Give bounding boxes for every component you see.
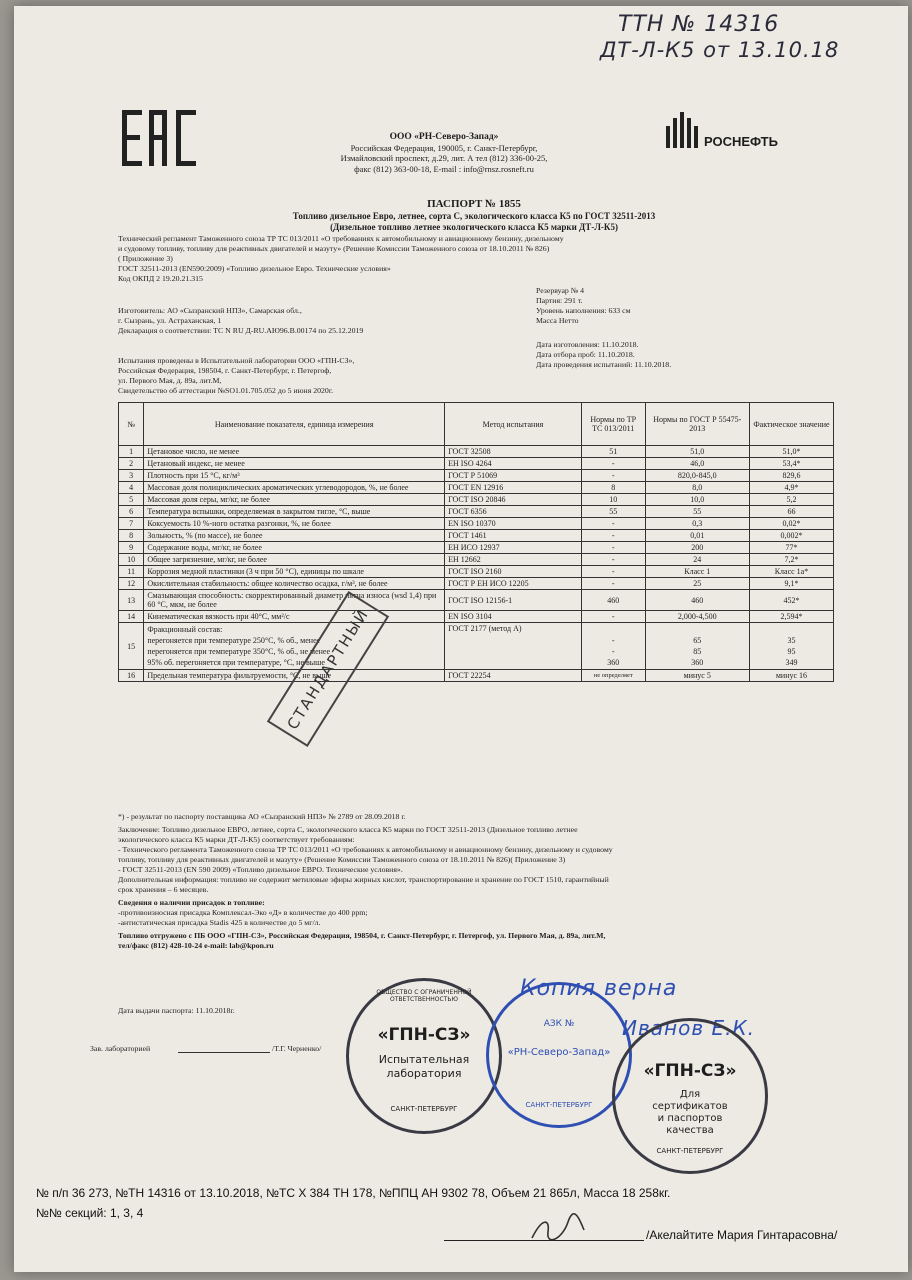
additive-1: -противоизносная присадка Комплексал-Эко «Д» в количестве до 400 ppm; bbox=[118, 908, 368, 917]
table-row bbox=[119, 506, 834, 518]
lab-stamp bbox=[346, 978, 502, 1134]
maker-block bbox=[118, 306, 518, 336]
company-stamp-title: «РН-Северо-Запад» bbox=[507, 1047, 611, 1058]
handwritten-ttn: ТТН № 14316 bbox=[618, 12, 780, 37]
lab-stamp-sub-1: Испытательная bbox=[378, 1053, 470, 1066]
subtitle-line-2: (Дизельное топливо летнее экологического класса К5 марки ДТ-Л-К5) bbox=[330, 222, 618, 232]
cell-method: ГОСТ Р 51069 bbox=[445, 470, 582, 482]
company-name: ООО «РН-Северо-Запад» bbox=[389, 132, 499, 142]
cell-method: ГОСТ 22254 bbox=[445, 670, 582, 682]
cell-value: - bbox=[611, 636, 615, 645]
cell-value: 65 bbox=[693, 636, 702, 645]
maker-line-1: Изготовитель: АО «Сызранский НПЗ», Самарская обл., bbox=[118, 306, 302, 315]
cell-gost: 2,000-4,500 bbox=[645, 611, 749, 623]
table-row-15 bbox=[119, 623, 834, 670]
col-tr: Нормы по ТР ТС 013/2011 bbox=[581, 403, 645, 446]
cell-method: ГОСТ EN 12916 bbox=[445, 482, 582, 494]
cell-method: EН ISO 4264 bbox=[445, 458, 582, 470]
lab-head-label: Зав. лабораторией bbox=[90, 1044, 151, 1053]
cell-name: Зольность, % (по массе), не более bbox=[144, 530, 445, 542]
standard-stamp-text: СТАНДАРТНЫЙ bbox=[283, 605, 373, 733]
cell-name: Массовая доля полициклических ароматических углеводородов, %, не более bbox=[144, 482, 445, 494]
reg-line-5: Код ОКПД 2 19.20.21.315 bbox=[118, 274, 203, 283]
eac-logo-icon bbox=[120, 106, 200, 170]
cell-num: 6 bbox=[119, 506, 144, 518]
cell-tr: - bbox=[581, 470, 645, 482]
dates-block bbox=[536, 340, 836, 370]
cell-fact: Класс 1а* bbox=[749, 566, 833, 578]
table-row bbox=[119, 494, 834, 506]
footer-signer: /Акелайтите Мария Гинтарасовна/ bbox=[646, 1228, 838, 1242]
company-address-2: Измайловский проспект, д.29, лит. А тел (812) 336-00-25, bbox=[340, 153, 548, 163]
cell-name: Массовая доля серы, мг/кг, не более bbox=[144, 494, 445, 506]
table-body bbox=[119, 446, 834, 682]
table-row bbox=[119, 590, 834, 611]
cell-gost: 55 bbox=[645, 506, 749, 518]
cell-value: 95 bbox=[787, 647, 796, 656]
table-row bbox=[119, 518, 834, 530]
cell-fact: 9,1* bbox=[749, 578, 833, 590]
certificate-stamp-sub-1: Для bbox=[679, 1089, 701, 1100]
cell-tr: не определяет bbox=[581, 670, 645, 682]
additive-title: Сведения о наличии присадок в топливе: bbox=[118, 898, 265, 907]
reg-line-2: и судовому топливу, топливу для реактивных двигателей и мазуту» (Решение Комиссии Таможенного союза от 18.10.2011 № 826) bbox=[118, 244, 550, 253]
cell-value: 35 bbox=[787, 636, 796, 645]
footer-sections-line: №№ секций: 1, 3, 4 bbox=[36, 1206, 144, 1220]
conclusion-3: - Технического регламента Таможенного союза ТР ТС 013/2011 «О требованиях к автомобильному и авиационному бензину, дизельному и судовому bbox=[118, 845, 613, 854]
tank-block bbox=[536, 286, 836, 326]
cell-num: 9 bbox=[119, 542, 144, 554]
cell-gost: 200 bbox=[645, 542, 749, 554]
cell-tr: - bbox=[581, 566, 645, 578]
cell-num: 13 bbox=[119, 590, 144, 611]
company-stamp bbox=[486, 982, 632, 1128]
cell-method: EN ISO 10370 bbox=[445, 518, 582, 530]
col-fact: Фактическое значение bbox=[749, 403, 833, 446]
cell-tr: 55 bbox=[581, 506, 645, 518]
cell-method: ГОСТ 2177 (метод А) bbox=[445, 623, 582, 670]
cell-fact: 0,002* bbox=[749, 530, 833, 542]
cell-name: Коррозия медной пластинки (3 ч при 50 °С), единицы по шкале bbox=[144, 566, 445, 578]
cell-num: 1 bbox=[119, 446, 144, 458]
cell-value: 360 bbox=[607, 658, 620, 667]
cell-gost: 8,0 bbox=[645, 482, 749, 494]
cell-name: Коксуемость 10 %-ного остатка разгонки, %, не более bbox=[144, 518, 445, 530]
handwritten-fuel: ДТ-Л-К5 от 13.10.18 bbox=[600, 38, 840, 62]
lab-stamp-sub-2: лаборатория bbox=[386, 1067, 462, 1080]
cell-tr: - bbox=[581, 554, 645, 566]
certificate-stamp-sub-4: качества bbox=[666, 1125, 714, 1136]
cell-value: 349 bbox=[785, 658, 798, 667]
handwritten-copy-note: Копия верна bbox=[520, 976, 678, 1001]
lab-line-4: Свидетельство об аттестации №SO1.01.705.052 до 5 июня 2020г. bbox=[118, 386, 334, 395]
cell-tr: 51 bbox=[581, 446, 645, 458]
table-row bbox=[119, 554, 834, 566]
cell-value: 360 bbox=[691, 658, 704, 667]
table-row bbox=[119, 566, 834, 578]
company-address-1: Российская Федерация, 190005, г. Санкт-Петербург, bbox=[350, 142, 538, 153]
cell-name: Цетановое число, не менее bbox=[144, 446, 445, 458]
company-stamp-sub: АЗК № bbox=[543, 1019, 575, 1029]
cell-num: 4 bbox=[119, 482, 144, 494]
cell-num: 14 bbox=[119, 611, 144, 623]
passport-sheet bbox=[14, 6, 908, 1272]
cell-name: Содержание воды, мг/кг, не более bbox=[144, 542, 445, 554]
cell-tr: 10 bbox=[581, 494, 645, 506]
table-row bbox=[119, 446, 834, 458]
cell-method: ЕН ИСО 12937 bbox=[445, 542, 582, 554]
company-address-3: факс (812) 363-00-18, E-mail : info@rnsz.rosneft.ru bbox=[354, 163, 534, 174]
cell-tr: - bbox=[581, 530, 645, 542]
cell-name-line: перегоняется при температуре 250°С, % об., менее bbox=[147, 636, 321, 645]
cell-num: 5 bbox=[119, 494, 144, 506]
conclusion-5: - ГОСТ 32511-2013 (EN 590 2009) «Топливо дизельное ЕВРО. Технические условия». bbox=[118, 865, 403, 874]
cell-method: ГОСТ 6356 bbox=[445, 506, 582, 518]
table-row bbox=[119, 458, 834, 470]
cell-gost: 0,01 bbox=[645, 530, 749, 542]
maker-line-2: г. Сызрань, ул. Астраханская, 1 bbox=[118, 316, 222, 325]
cell-fact: 5,2 bbox=[749, 494, 833, 506]
cell-tr: - bbox=[581, 458, 645, 470]
cell-method: ГОСТ Р ЕН ИСО 12205 bbox=[445, 578, 582, 590]
cell-fact: 51,0* bbox=[749, 446, 833, 458]
cell-tr: - bbox=[581, 611, 645, 623]
cell-num: 15 bbox=[119, 623, 144, 670]
cell-gost: 25 bbox=[645, 578, 749, 590]
cell-gost: 460 bbox=[645, 590, 749, 611]
cell-name bbox=[144, 623, 445, 670]
cell-method: EN ISO 3104 bbox=[445, 611, 582, 623]
cell-name: Смазывающая способность: скорректированный диаметр пятна износа (wsd 1,4) при 60 °С, мкм, не более bbox=[144, 590, 445, 611]
cell-num: 16 bbox=[119, 670, 144, 682]
certificate-stamp-sub-2: сертификатов bbox=[652, 1101, 728, 1112]
cell-gost: 46,0 bbox=[645, 458, 749, 470]
specification-table bbox=[118, 402, 834, 682]
lab-stamp-ring: ОБЩЕСТВО С ОГРАНИЧЕННОЙ ОТВЕТСТВЕННОСТЬЮ bbox=[376, 989, 472, 1003]
cell-method: ГОСТ ISO 12156-1 bbox=[445, 590, 582, 611]
cell-tr: - bbox=[581, 518, 645, 530]
reg-line-1: Технический регламент Таможенного союза ТР ТС 013/2011 «О требованиях к автомобильному и авиационному бензину, дизельному bbox=[118, 234, 564, 243]
cell-gost: 51,0 bbox=[645, 446, 749, 458]
cell-fact: 77* bbox=[749, 542, 833, 554]
cell-fact bbox=[749, 623, 833, 670]
certificate-stamp-sub-3: и паспортов bbox=[657, 1113, 723, 1124]
date-made: Дата изготовления: 11.10.2018. bbox=[536, 340, 639, 349]
cell-num: 2 bbox=[119, 458, 144, 470]
conclusion-2: экологического класса К5 марки ДТ-Л-К5) соответствует требованиям: bbox=[118, 835, 355, 844]
cell-tr bbox=[581, 623, 645, 670]
regulation-block bbox=[118, 234, 858, 284]
cell-tr: 460 bbox=[581, 590, 645, 611]
tank-line-1: Резервуар № 4 bbox=[536, 286, 585, 295]
lab-line-1: Испытания проведены в Испытательной лаборатории ООО «ГПН-СЗ», bbox=[118, 356, 355, 365]
cell-gost: 0,3 bbox=[645, 518, 749, 530]
table-row bbox=[119, 611, 834, 623]
cell-name: Цетановый индекс, не менее bbox=[144, 458, 445, 470]
footer-shipment-line: № п/п 36 273, №ТН 14316 от 13.10.2018, №ТС Х 384 ТН 178, №ППЦ АН 9302 78, Объем 21 865л, Масса 18 258кг. bbox=[36, 1186, 671, 1200]
col-method: Метод испытания bbox=[445, 403, 582, 446]
cell-fact: 7,2* bbox=[749, 554, 833, 566]
date-test: Дата проведения испытаний: 11.10.2018. bbox=[536, 360, 672, 369]
cell-num: 3 bbox=[119, 470, 144, 482]
handwritten-name: Иванов Е.К. bbox=[622, 1016, 756, 1040]
note-star: *) - результат по паспорту поставщика АО «Сызранский НПЗ» № 2789 от 28.09.2018 г. bbox=[118, 812, 406, 821]
cell-fact: 53,4* bbox=[749, 458, 833, 470]
date-sample: Дата отбора проб: 11.10.2018. bbox=[536, 350, 635, 359]
col-num: № bbox=[119, 403, 144, 446]
company-stamp-city: САНКТ-ПЕТЕРБУРГ bbox=[525, 1101, 593, 1109]
cell-method: ГОСТ ISO 2160 bbox=[445, 566, 582, 578]
table-row bbox=[119, 530, 834, 542]
cell-tr: - bbox=[581, 578, 645, 590]
table-row bbox=[119, 482, 834, 494]
lab-stamp-title: «ГПН-СЗ» bbox=[377, 1025, 471, 1045]
cell-gost bbox=[645, 623, 749, 670]
cell-method: ЕН 12662 bbox=[445, 554, 582, 566]
lab-line-2: Российская Федерация, 198504, г. Санкт-Петербург, г. Петергоф, bbox=[118, 366, 332, 375]
cell-value: - bbox=[611, 647, 615, 656]
cell-num: 12 bbox=[119, 578, 144, 590]
lab-line-3: ул. Первого Мая, д. 89а, лит.М, bbox=[118, 376, 222, 385]
cell-name-line: Фракционный состав: bbox=[147, 625, 223, 634]
tank-line-2: Партия: 291 т. bbox=[536, 296, 583, 305]
notes-block bbox=[118, 812, 908, 951]
passport-subtitle bbox=[124, 211, 824, 233]
shipped-1: Топливо отгружено с ПБ ООО «ГПН-СЗ», Российская Федерация, 198504, г. Санкт-Петербург, г. Петергоф, ул. Первого Мая, д. 89а, лит.М, bbox=[118, 931, 606, 940]
certificate-stamp-title: «ГПН-СЗ» bbox=[643, 1061, 737, 1081]
col-gost: Нормы по ГОСТ Р 55475-2013 bbox=[645, 403, 749, 446]
issue-date: Дата выдачи паспорта: 11.10.2018г. bbox=[118, 1006, 235, 1015]
cell-method: ГОСТ 1461 bbox=[445, 530, 582, 542]
maker-line-3: Декларация о соответствии: ТС N RU Д-RU.АЮ96.В.00174 по 25.12.2019 bbox=[118, 326, 364, 335]
cell-fact: 0,02* bbox=[749, 518, 833, 530]
rosneft-brand: РОСНЕФТЬ bbox=[704, 134, 778, 149]
table-row bbox=[119, 578, 834, 590]
cell-value: 85 bbox=[693, 647, 702, 656]
certificate-stamp-city: САНКТ-ПЕТЕРБУРГ bbox=[656, 1147, 724, 1155]
cell-name: Окислительная стабильность: общее количество осадка, г/м³, не более bbox=[144, 578, 445, 590]
cell-tr: - bbox=[581, 542, 645, 554]
passport-title: ПАСПОРТ № 1855 bbox=[427, 198, 521, 210]
cell-name: Предельная температура фильтруемости, °С, не выше bbox=[144, 670, 445, 682]
lab-stamp-city: САНКТ-ПЕТЕРБУРГ bbox=[390, 1105, 458, 1113]
conclusion-1: Заключение: Топливо дизельное ЕВРО, летнее, сорта С, экологического класса К5 марки по ГОСТ 32511-2013 (Дизельное топливо летнее bbox=[118, 825, 578, 834]
table-row bbox=[119, 470, 834, 482]
certificate-stamp bbox=[612, 1018, 768, 1174]
cell-name: Температура вспышки, определяемая в закрытом тигле, °С, выше bbox=[144, 506, 445, 518]
table-row bbox=[119, 542, 834, 554]
cell-method: ГОСТ 32508 bbox=[445, 446, 582, 458]
cell-tr: 8 bbox=[581, 482, 645, 494]
additive-2: -антистатическая присадка Stadis 425 в количестве до 5 мг/л. bbox=[118, 918, 321, 927]
subtitle-line-1: Топливо дизельное Евро, летнее, сорта С, экологического класса К5 по ГОСТ 32511-2013 bbox=[292, 211, 656, 221]
company-block bbox=[214, 132, 674, 174]
cell-gost: 10,0 bbox=[645, 494, 749, 506]
cell-fact: 2,594* bbox=[749, 611, 833, 623]
lab-head-signature-line bbox=[178, 1052, 270, 1053]
cell-name: Общее загрязнение, мг/кг, не более bbox=[144, 554, 445, 566]
tank-line-3: Уровень наполнения: 633 см bbox=[536, 306, 631, 315]
cell-fact: 66 bbox=[749, 506, 833, 518]
col-name: Наименование показателя, единица измерения bbox=[144, 403, 445, 446]
table-row-16 bbox=[119, 670, 834, 682]
cell-gost: 24 bbox=[645, 554, 749, 566]
cell-fact: 452* bbox=[749, 590, 833, 611]
table-header-row bbox=[119, 403, 834, 446]
extra-info-2: срок хранения – 6 месяцев. bbox=[118, 885, 209, 894]
lab-head-name: /Т.Г. Черненко/ bbox=[272, 1044, 322, 1053]
extra-info-1: Дополнительная информация: топливо не содержит метиловые эфиры жирных кислот, транспортирование и хранение по ГОСТ 1510, гарантийный bbox=[118, 875, 609, 884]
rosneft-logo-icon bbox=[662, 110, 702, 150]
cell-name: Кинематическая вязкость при 40°С, мм²/с bbox=[144, 611, 445, 623]
cell-name-line: 95% об. перегоняется при температуре, °С, не выше bbox=[147, 658, 325, 667]
cell-num: 10 bbox=[119, 554, 144, 566]
tank-line-4: Масса Нетто bbox=[536, 316, 579, 325]
cell-gost: 820,0-845,0 bbox=[645, 470, 749, 482]
cell-fact: минус 16 bbox=[749, 670, 833, 682]
conclusion-4: топливу, топливу для реактивных двигателей и мазуту» (Решение Комиссии Таможенного союза от 18.10.2011 № 826)( Приложение 3) bbox=[118, 855, 566, 864]
cell-num: 11 bbox=[119, 566, 144, 578]
cell-gost: Класс 1 bbox=[645, 566, 749, 578]
cell-name-line: перегоняется при температуре 350°С, % об., не менее bbox=[147, 647, 330, 656]
cell-method: ГОСТ ISO 20846 bbox=[445, 494, 582, 506]
signature-icon bbox=[528, 1212, 588, 1244]
cell-num: 8 bbox=[119, 530, 144, 542]
shipped-2: тел/факс (812) 428-10-24 e-mail: lab@kpon.ru bbox=[118, 941, 274, 950]
lab-block bbox=[118, 356, 518, 396]
cell-gost: минус 5 bbox=[645, 670, 749, 682]
cell-num: 7 bbox=[119, 518, 144, 530]
reg-line-4: ГОСТ 32511-2013 (EN590:2009) «Топливо дизельное Евро. Технические условия» bbox=[118, 264, 391, 273]
cell-fact: 4,9* bbox=[749, 482, 833, 494]
cell-name: Плотность при 15 °С, кг/м³ bbox=[144, 470, 445, 482]
cell-fact: 829,6 bbox=[749, 470, 833, 482]
reg-line-3: ( Приложение 3) bbox=[118, 254, 173, 263]
